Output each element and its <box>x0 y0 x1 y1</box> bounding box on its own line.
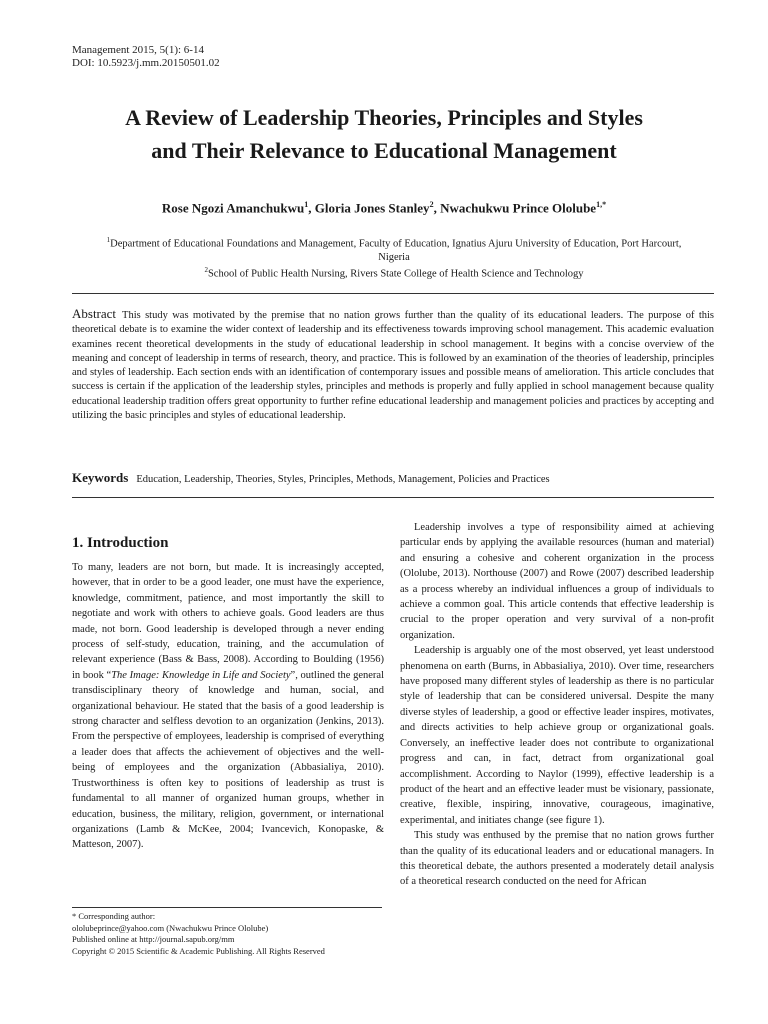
affiliation-1-mark: 1 <box>106 236 111 244</box>
abstract <box>72 307 714 423</box>
keywords-label: Keywords <box>72 470 129 485</box>
footnote-published: Published online at http://journal.sapub.org/mm <box>72 934 235 944</box>
abstract-label: Abstract <box>72 306 117 321</box>
title-line-1: A Review of Leadership Theories, Principles and Styles <box>125 105 643 130</box>
author-list: Rose Ngozi Amanchukwu$^1$, Gloria Jones Stanley$^2$, Nwachukwu Prince Ololube$^{1,*}$ <box>161 200 607 216</box>
abstract-top-rule <box>72 293 714 294</box>
affiliation-2 <box>72 264 716 281</box>
footnote-rule <box>72 907 382 908</box>
intro-paragraph-4: This study was enthused by the premise that no nation grows further than the quality of its educational leaders and or educational managers. In this theoretical debate, the authors presented a moderately detail analysis of a theoretical research conducted on the need for African <box>400 830 714 888</box>
author-3-affil-mark: 1,* <box>596 200 607 209</box>
section-heading-introduction: 1. Introduction <box>72 535 169 551</box>
intro-paragraph-3: Leadership is arguably one of the most observed, yet least understood phenomena on earth (Burns, in Abbasialiya, 2010). Over time, researchers have proposed many different styles of leadership as there is no particular style of leadership that can be considered universal. Despite the many diverse styles of leadership, a good or effective leader inspires, motivates, and directs activities to help achieve group or organizational goals. Conversely, an ineffective leader does not contribute to organizational progress and can, in fact, detract from organizational goal accomplishment. According to Naylor (1999), effective leadership is a product of the heart and an effective leader must be visionary, passionate, creative, flexible, inspiring, innovative, courageous, imaginative, experimental, and initiates change (see figure 1). <box>400 645 714 826</box>
affiliations <box>72 234 716 280</box>
paper-title <box>40 101 728 167</box>
intro-paragraph-2: Leadership involves a type of responsibility aimed at achieving particular ends by applying the available resources (human and material) and ensuring a cohesive and coherent organization in the process (Ololube, 2013). Northouse (2007) and Rowe (2007) described leadership as a process whereby an individual influences a group of individuals to achieve a common goal. This article contends that effective leadership is crucial to the proper operation and very survival of a non-profit organization. <box>400 522 714 641</box>
intro-paragraph-1 <box>72 560 384 853</box>
affiliation-1-text: Department of Educational Foundations and Management, Faculty of Education, Ignatius Ajuru University of Education, Port Harcourt, <box>110 238 682 250</box>
keywords-bottom-rule <box>72 497 714 498</box>
affiliation-2-text: School of Public Health Nursing, Rivers State College of Health Science and Technology <box>207 268 584 279</box>
author-2-affil-mark: 2 <box>429 200 434 209</box>
affiliation-1 <box>72 234 716 251</box>
journal-header <box>72 44 220 70</box>
book-title-italic: The Image: Knowledge in Life and Society <box>111 669 291 681</box>
title-line-2: and Their Relevance to Educational Management <box>151 138 617 163</box>
journal-citation: Management 2015, 5(1): 6-14 <box>72 44 204 56</box>
author-1-affil-mark: 1 <box>304 200 309 209</box>
abstract-text: This study was motivated by the premise that no nation grows further than the quality of its educational leaders. The purpose of this theoretical debate is to examine the wider context of leadership and its effectiveness towards improving school management. This academic evaluation examines recent theoretical developments in the study of educational leadership in school management. It begins with a concise overview of the meaning and concept of leadership in terms of research, theory, and practice. This is followed by an examination of the theories of leadership, principles and styles of leadership. Each section ends with an identification of contemporary issues and possible means of amelioration. This article concludes that success is certain if the application of the leadership styles, principles and methods is properly and fully applied in school management because quality educational leadership tradition offers great opportunity to further refine educational leadership and management policies and practices by accepting and utilizing the basic principles and styles of educational leadership. <box>72 310 714 422</box>
journal-doi: DOI: 10.5923/j.mm.20150501.02 <box>72 57 220 69</box>
footnote-corresponding: * Corresponding author: <box>72 911 156 921</box>
author-1-name: Rose Ngozi Amanchukwu <box>161 200 305 216</box>
footnote-email: ololubeprince@yahoo.com (Nwachukwu Prince Ololube) <box>72 922 269 933</box>
right-column <box>400 520 714 890</box>
keywords <box>72 470 714 488</box>
keywords-text: Education, Leadership, Theories, Styles, Principles, Methods, Management, Policies and Practices <box>136 474 550 485</box>
affiliation-1-cont: Nigeria <box>378 251 410 263</box>
footnotes <box>72 911 384 957</box>
intro-p1-text-b: ”, outlined the general transdisciplinary theory of knowledge and human, social, and organizational behaviour. He stated that the basis of a good leadership is strong character and selfless devotion to an organization (Jenkins, 2013). From the perspective of employees, leadership is comprised of everything a leader does that affects the achievement of objectives and the well-being of employees and the organization (Abbasialiya, 2010). Trustworthiness is often key to positions of leadership as trust is fundamental to all manner of organized human groups, whether in education, business, the military, religion, government, or international organizations (Lamb & McKee, 2004; Ivancevich, Konopaske, & Matteson, 2007). <box>72 669 384 851</box>
left-column <box>72 560 384 853</box>
author-3-name: Nwachukwu Prince Ololube <box>440 200 597 216</box>
footnote-copyright: Copyright © 2015 Scientific & Academic Publishing. All Rights Reserved <box>72 945 325 956</box>
author-2-name: Gloria Jones Stanley <box>314 200 430 216</box>
intro-p1-text-a: To many, leaders are not born, but made. It is increasingly accepted, however, that in order to be a good leader, one must have the experience, knowledge, commitment, patience, and most importantly the skill to negotiate and work with others to achieve goals. Good leaders are thus made, not born. Good leadership is developed through a never ending process of self-study, education, training, and the accumulation of relevant experience (Bass & Bass, 2008). According to Boulding (1956) in book “ <box>72 562 384 681</box>
affiliation-2-mark: 2 <box>204 265 208 274</box>
